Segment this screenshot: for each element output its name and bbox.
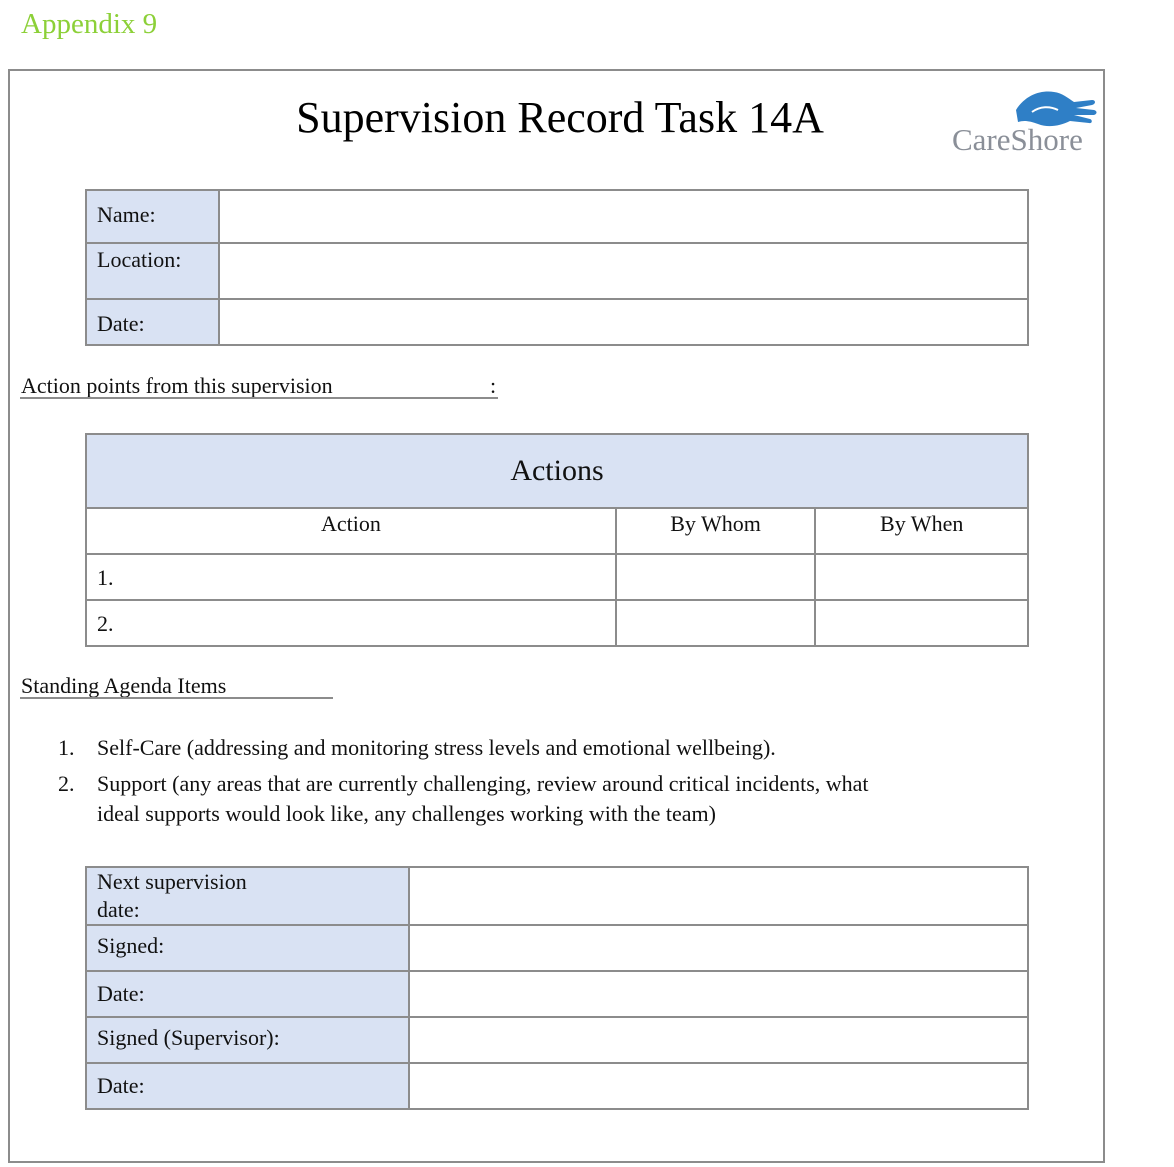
signed-label: Signed: (86, 925, 409, 971)
by-whom-cell-1[interactable] (616, 554, 816, 600)
by-when-cell-1[interactable] (815, 554, 1028, 600)
action-row-2[interactable]: 2. (86, 600, 616, 646)
heading-underline (20, 397, 498, 399)
date-field[interactable] (219, 299, 1028, 345)
date-label: Date: (86, 299, 219, 345)
date-field-2[interactable] (409, 971, 1028, 1017)
next-supervision-date-label: Next supervision date: (86, 867, 409, 925)
date-label-2: Date: (86, 971, 409, 1017)
action-row-1[interactable]: 1. (86, 554, 616, 600)
careshore-logo (952, 88, 1102, 158)
signed-supervisor-label: Signed (Supervisor): (86, 1017, 409, 1063)
by-when-cell-2[interactable] (815, 600, 1028, 646)
info-table (85, 189, 1029, 346)
location-field[interactable] (219, 243, 1028, 299)
appendix-label: Appendix 9 (21, 8, 158, 40)
column-header-action: Action (86, 508, 616, 554)
page-title: Supervision Record Task 14A (296, 93, 824, 142)
name-field[interactable] (219, 190, 1028, 243)
signed-field[interactable] (409, 925, 1028, 971)
date-field-3[interactable] (409, 1063, 1028, 1109)
agenda-item: 2. Support (any areas that are currently challenging, review around critical incidents, what ideal supports would look like, any challenges working with the team) (58, 771, 869, 826)
signed-supervisor-field[interactable] (409, 1017, 1028, 1063)
agenda-underline (20, 697, 333, 699)
name-label: Name: (86, 190, 219, 243)
location-label: Location: (86, 243, 219, 299)
actions-title: Actions (86, 434, 1028, 508)
standing-agenda-heading: Standing Agenda Items (21, 673, 227, 698)
actions-table (85, 433, 1029, 647)
next-supervision-date-field[interactable] (409, 867, 1028, 925)
column-header-by-whom: By Whom (616, 508, 816, 554)
action-points-heading: Action points from this supervision (21, 373, 333, 398)
logo-text: CareShore (952, 122, 1083, 157)
action-points-colon: : (490, 373, 497, 398)
agenda-list (58, 733, 887, 835)
signature-table (85, 866, 1029, 1110)
date-label-3: Date: (86, 1063, 409, 1109)
column-header-by-when: By When (815, 508, 1028, 554)
by-whom-cell-2[interactable] (616, 600, 816, 646)
agenda-item: 1. Self-Care (addressing and monitoring stress levels and emotional wellbeing). (58, 735, 776, 760)
